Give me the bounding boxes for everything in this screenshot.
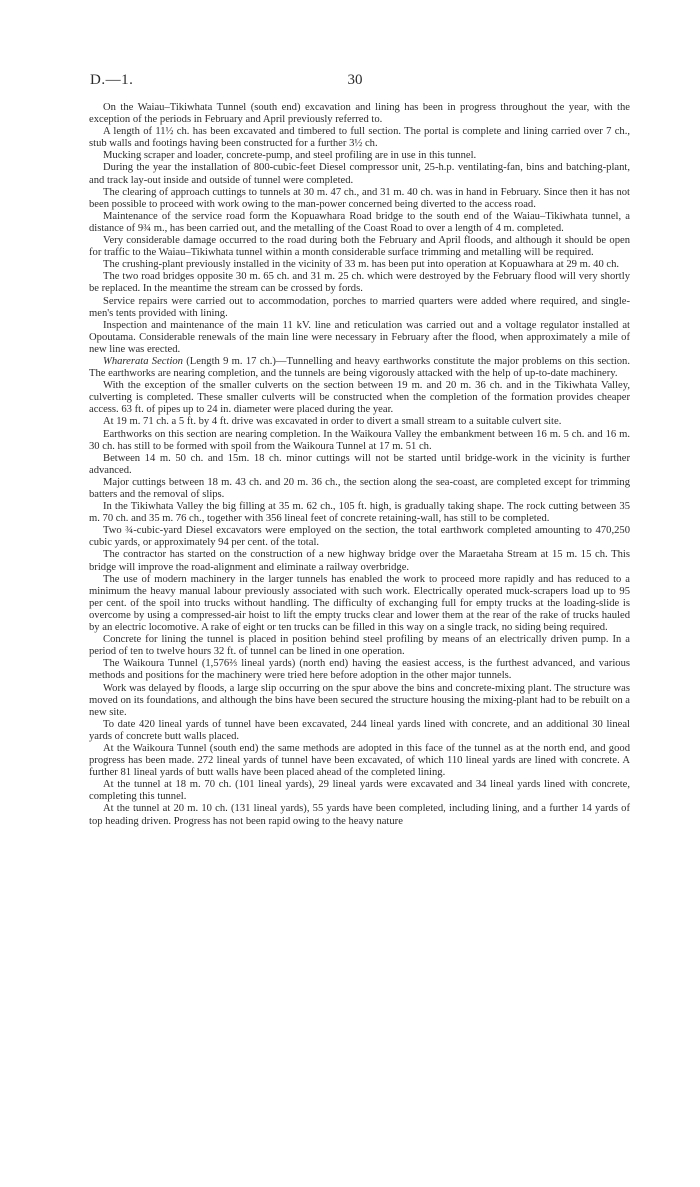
paragraph: Two ¾-cubic-yard Diesel excavators were employed on the section, the total earthwork completed amounting to 470,250 cubic yards, or approximately 94 per cent. of the total. <box>89 525 630 549</box>
paragraph: Major cuttings between 18 m. 43 ch. and 20 m. 36 ch., the section along the sea-coast, are completed except for trimming batters and the removal of slips. <box>89 476 630 500</box>
paragraph: Inspection and maintenance of the main 11 kV. line and reticulation was carried out and a voltage regulator installed at Opoutama. Considerable renewals of the main line were necessary in February after the flood, when approximately a mile of new line was erected. <box>89 319 630 355</box>
paragraph: Very considerable damage occurred to the road during both the February and April floods, and although it should be open for traffic to the Waiau–Tikiwhata tunnel within a month considerable surface trimming and metalling will be required. <box>89 235 630 259</box>
paragraph: Between 14 m. 50 ch. and 15m. 18 ch. minor cuttings will not be started until bridge-work in the vicinity is further advanced. <box>89 452 630 476</box>
paragraph: Work was delayed by floods, a large slip occurring on the spur above the bins and concrete-mixing plant. The structure was moved on its foundations, and although the bins have been secured the structure housing the mixing-plant had to be rebuilt on a new site. <box>89 682 630 718</box>
paragraph: Concrete for lining the tunnel is placed in position behind steel profiling by means of an electrically driven pump. In a period of ten to twelve hours 32 ft. of tunnel can be lined in one operation. <box>89 634 630 658</box>
paragraph-text: (Length 9 m. 17 ch.)—Tunnelling and heavy earthworks constitute the major problems on this section. The earthworks are nearing completion, and the tunnels are being vigorously attacked with the help of up-to-date machinery. <box>89 355 630 380</box>
paragraph: Mucking scraper and loader, concrete-pump, and steel profiling are in use in this tunnel. <box>103 150 477 162</box>
paragraph: Earthworks on this section are nearing completion. In the Waikoura Valley the embankment between 16 m. 5 ch. and 16 m. 30 ch. has still to be formed with spoil from the Waikoura Tunnel at 17 m. 51 ch. <box>89 428 630 452</box>
page-number: 30 <box>347 72 363 88</box>
paragraph: The clearing of approach cuttings to tunnels at 30 m. 47 ch., and 31 m. 40 ch. was in hand in February. Since then it has not been possible to proceed with work owing to the man-power concerned being diverted to the access road. <box>89 186 630 210</box>
paragraph <box>89 356 630 380</box>
paragraph: At the Waikoura Tunnel (south end) the same methods are adopted in this face of the tunnel as at the north end, and good progress has been made. 272 lineal yards of tunnel have been excavated, of which 110 lineal yards are lined with concrete. A further 81 lineal yards of butt walls have been placed ahead of the completed lining. <box>89 742 630 779</box>
page-header <box>90 72 620 92</box>
paragraph: At 19 m. 71 ch. a 5 ft. by 4 ft. drive was excavated in order to divert a small stream to a suitable culvert site. <box>103 416 562 428</box>
paragraph: A length of 11½ ch. has been excavated and timbered to full section. The portal is complete and lining carried over 7 ch., stub walls and footings having been constructed for a further 3½ ch. <box>89 126 630 150</box>
document-reference: D.—1. <box>90 72 134 88</box>
paragraph: Maintenance of the service road form the Kopuawhara Road bridge to the south end of the Waiau–Tikiwhata tunnel, a distance of 9¾ m., has been carried out, and the metalling of the Coast Road to over a length of 4 m. completed. <box>89 210 630 234</box>
paragraph: The Waikoura Tunnel (1,576⅔ lineal yards) (north end) having the easiest access, is the furthest advanced, and various methods and positions for the machinery were tried here before adoption in the other major tunnels. <box>89 658 630 682</box>
section-heading: Wharerata Section <box>103 355 183 367</box>
paragraph: Service repairs were carried out to accommodation, porches to married quarters were added where required, and single-men's tents provided with lining. <box>89 295 630 319</box>
paragraph: With the exception of the smaller culverts on the section between 19 m. and 20 m. 36 ch. and in the Tikiwhata Valley, culverting is completed. These smaller culverts will be constructed when the completion of the formation provides cheaper access. 63 ft. of pipes up to 24 in. diameter were placed during the year. <box>89 380 630 416</box>
paragraph: During the year the installation of 800-cubic-feet Diesel compressor unit, 25-h.p. ventilating-fan, bins and batching-plant, and track lay-out inside and outside of tunnel were completed. <box>89 162 630 186</box>
paragraph: In the Tikiwhata Valley the big filling at 35 m. 62 ch., 105 ft. high, is gradually taking shape. The rock cutting between 35 m. 70 ch. and 35 m. 76 ch., together with 356 lineal feet of concrete retaining-wall, has still to be completed. <box>89 501 630 525</box>
paragraph: The contractor has started on the construction of a new highway bridge over the Maraetaha Stream at 15 m. 15 ch. This bridge will improve the road-alignment and eliminate a railway overbridge. <box>89 549 630 573</box>
paragraph: The two road bridges opposite 30 m. 65 ch. and 31 m. 25 ch. which were destroyed by the February flood will very shortly be replaced. In the meantime the stream can be crossed by fords. <box>89 271 630 295</box>
paragraph: The crushing-plant previously installed in the vicinity of 33 m. has been put into operation at Kopuawhara at 29 m. 40 ch. <box>103 259 620 271</box>
paragraph: The use of modern machinery in the larger tunnels has enabled the work to proceed more rapidly and has reduced to a minimum the heavy manual labour previously associated with such work. Electrically operated muck-scrapers load up to 95 per cent. of the spoil into trucks without handling. The difficulty of exchanging full for empty trucks at the loading-slide is overcome by using a compressed-air hoist to lift the empty trucks clear and lower them at the rear of the rake of trucks hauled by an electric locomotive. A rake of eight or ten trucks can be filled in this way on a single track, no siding being required. <box>89 573 630 634</box>
body-text <box>89 102 630 828</box>
paragraph: At the tunnel at 18 m. 70 ch. (101 lineal yards), 29 lineal yards were excavated and 34 lineal yards lined with concrete, completing this tunnel. <box>89 779 630 803</box>
paragraph: At the tunnel at 20 m. 10 ch. (131 lineal yards), 55 yards have been completed, including lining, and a further 14 yards of top heading driven. Progress has not been rapid owing to the heavy nature <box>89 803 630 827</box>
paragraph: On the Waiau–Tikiwhata Tunnel (south end) excavation and lining has been in progress throughout the year, with the exception of the periods in February and April previously referred to. <box>89 102 630 126</box>
paragraph: To date 420 lineal yards of tunnel have been excavated, 244 lineal yards lined with concrete, and an additional 30 lineal yards of concrete butt walls placed. <box>89 718 630 742</box>
